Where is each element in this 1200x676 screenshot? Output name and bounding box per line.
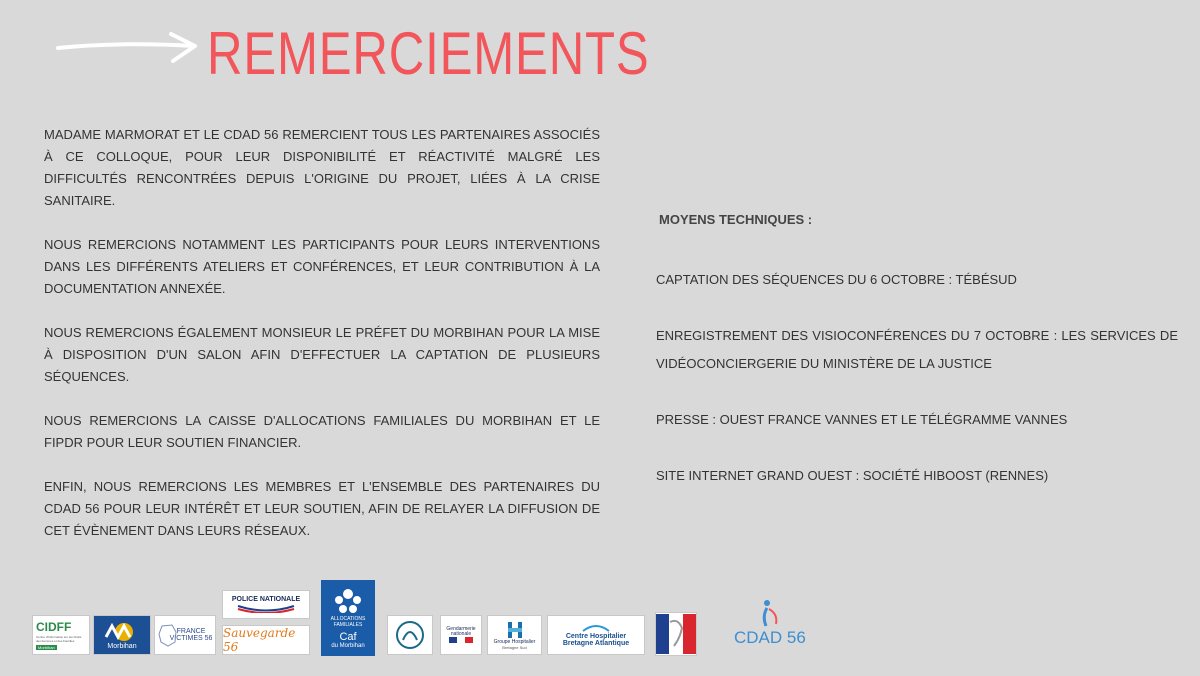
- thanks-paragraph: NOUS REMERCIONS LA CAISSE D'ALLOCATIONS FAMILIALES DU MORBIHAN ET LE FIPDR POUR LEUR SOUTIEN FINANCIER.: [44, 413, 600, 450]
- cdad-logo: CDAD 56: [726, 598, 816, 656]
- thanks-paragraph: ENFIN, NOUS REMERCIONS LES MEMBRES ET L'ENSEMBLE DES PARTENAIRES DU CDAD 56 POUR LEUR INTÉRÊT ET LEUR SOUTIEN, AFIN DE RELAYER LA DIFFUSION DE CET ÉVÈNEMENT DANS LEURS RÉSEAUX.: [44, 479, 600, 538]
- france-victimes-logo: FRANCE VICTIMES 56: [154, 615, 216, 655]
- tricolor-swoosh-icon: [236, 603, 296, 613]
- cdad-figure-icon: [756, 598, 786, 628]
- chba-logo: Centre Hospitalier Bretagne Atlantique: [547, 615, 645, 655]
- thanks-paragraph: MADAME MARMORAT ET LE CDAD 56 REMERCIENT TOUS LES PARTENAIRES ASSOCIÉS À CE COLLOQUE, POUR LEUR DISPONIBILITÉ ET RÉACTIVITÉ MALGRÉ LES DIFFICULTÉS RENCONTRÉES DEPUIS L'ORIGINE DU PROJET, LIÉES À LA CRISE SANITAIRE.: [44, 127, 600, 208]
- marianne-logo: [655, 612, 697, 656]
- morbihan-logo: Morbihan: [93, 615, 151, 655]
- marianne-icon: [656, 614, 696, 654]
- technical-item: ENREGISTREMENT DES VISIOCONFÉRENCES DU 7 OCTOBRE : LES SERVICES DE VIDÉOCONCIERGERIE DU MINISTÈRE DE LA JUSTICE: [656, 328, 1178, 371]
- morbihan-emblem-icon: [102, 621, 142, 643]
- circle-emblem-icon: [393, 618, 427, 652]
- hospital-h-icon: [506, 621, 524, 639]
- technical-item: CAPTATION DES SÉQUENCES DU 6 OCTOBRE : TÉBÉSUD: [656, 272, 1017, 287]
- gendarmerie-logo: Gendarmerie nationale: [440, 615, 482, 655]
- france-map-icon: [158, 624, 178, 648]
- thanks-paragraph: NOUS REMERCIONS ÉGALEMENT MONSIEUR LE PRÉFET DU MORBIHAN POUR LA MISE À DISPOSITION D'UN SALON AFIN D'EFFECTUER LA CAPTATION DE PLUSIEURS SÉQUENCES.: [44, 325, 600, 384]
- caf-family-icon: [331, 587, 365, 615]
- tricolor-flag-icon: [449, 637, 473, 643]
- cidff-logo: CIDFF Centre d'Information sur les Droits des Femmes et des Familles Morbihan: [32, 615, 90, 655]
- groupe-hospitalier-logo: Groupe Hospitalier Bretagne Sud: [487, 615, 542, 655]
- page-title: REMERCIEMENTS: [207, 20, 650, 87]
- technical-means: [656, 206, 1178, 518]
- thanks-text: [44, 124, 600, 564]
- caf-logo: ALLOCATIONS FAMILIALES Caf du Morbihan: [321, 580, 375, 656]
- police-nationale-logo: POLICE NATIONALE: [222, 590, 310, 619]
- sauvegarde-logo: Sauvegarde 56: [222, 625, 310, 655]
- circle-partner-logo: [387, 615, 433, 655]
- technical-item: SITE INTERNET GRAND OUEST : SOCIÉTÉ HIBOOST (RENNES): [656, 468, 1049, 483]
- technical-heading: MOYENS TECHNIQUES :: [659, 212, 813, 227]
- wave-icon: [581, 623, 611, 633]
- technical-item: PRESSE : OUEST FRANCE VANNES ET LE TÉLÉGRAMME VANNES: [656, 412, 1068, 427]
- arrow-right-icon: [56, 30, 201, 70]
- thanks-paragraph: NOUS REMERCIONS NOTAMMENT LES PARTICIPANTS POUR LEURS INTERVENTIONS DANS LES DIFFÉRENTS ATELIERS ET CONFÉRENCES, ET LEUR CONTRIBUTION À LA DOCUMENTATION ANNEXÉE.: [44, 237, 600, 296]
